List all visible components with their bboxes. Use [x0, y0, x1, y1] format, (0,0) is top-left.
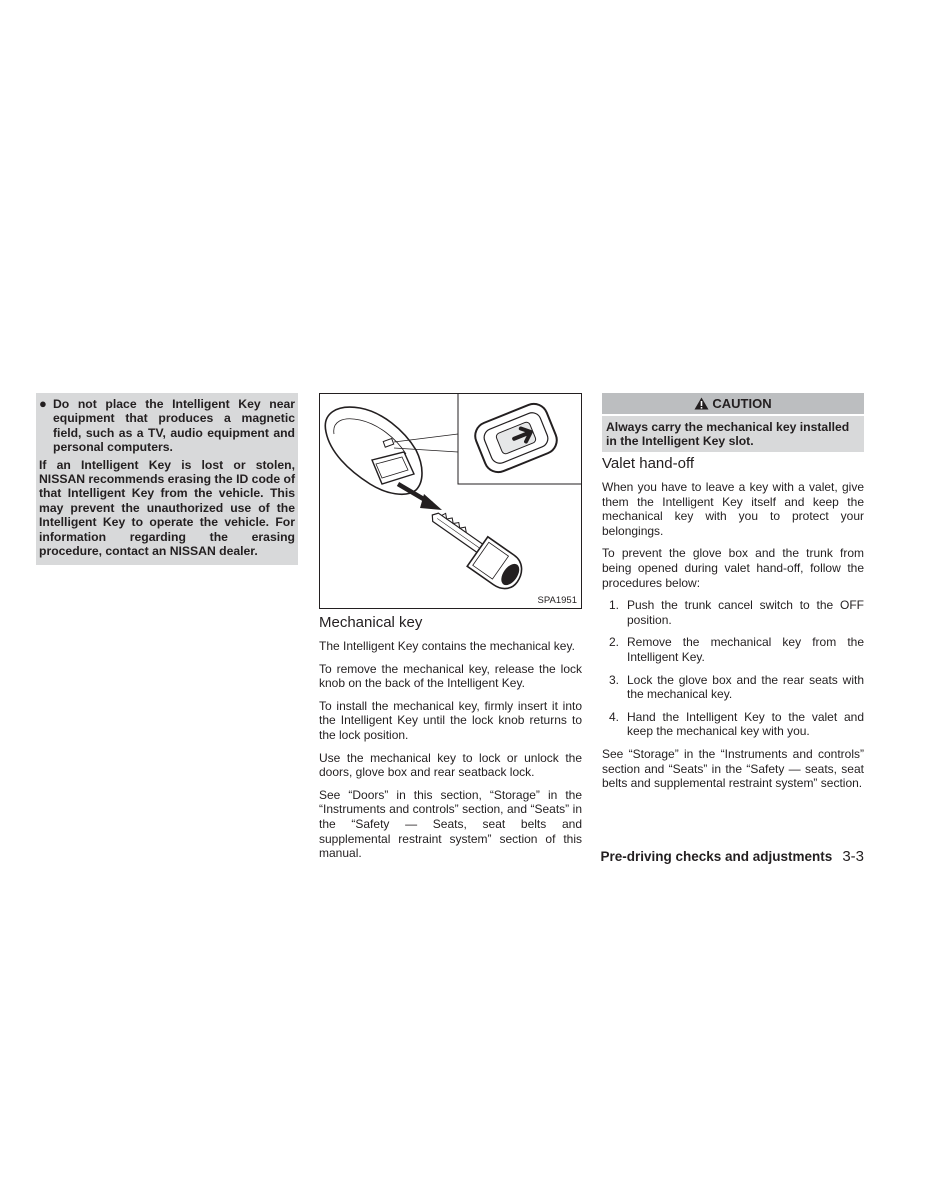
bullet-icon: ●: [39, 396, 47, 411]
step-number: 1.: [609, 598, 620, 613]
removal-arrow-icon: [398, 484, 442, 510]
warning-bullet-text: Do not place the Intelligent Key near equipment that produces a magnetic field, such as a TV, audio equipment and personal computers.: [53, 397, 295, 455]
list-item: [602, 710, 864, 739]
mechanical-key-section: [319, 614, 582, 869]
step-text: Hand the Intelligent Key to the valet and keep the mechanical key with you.: [627, 709, 864, 739]
valet-section: [602, 455, 864, 799]
step-number: 3.: [609, 672, 620, 687]
warning-paragraph: If an Intelligent Key is lost or stolen, NISSAN recommends erasing the ID code of that Intelligent Key from the vehicle. This may prevent the unauthorized use of the Intelligent Key to operate the vehicle. For information regarding the erasing procedure, contact an NISSAN dealer.: [39, 457, 295, 559]
figure-code: SPA1951: [537, 595, 577, 606]
paragraph: The Intelligent Key contains the mechanical key.: [319, 639, 575, 653]
paragraph: When you have to leave a key with a valet, give them the Intelligent Key itself and keep the mechanical key with you to protect your belongings.: [602, 480, 864, 538]
caution-title: CAUTION: [712, 396, 772, 411]
page-number: 3-3: [842, 848, 864, 865]
valet-heading: Valet hand-off: [602, 455, 695, 472]
footer-section-title: Pre-driving checks and adjustments: [600, 849, 833, 864]
step-text: Remove the mechanical key from the Intelligent Key.: [627, 635, 864, 664]
paragraph: To install the mechanical key, firmly insert it into the Intelligent Key until the lock knob returns to the lock position.: [319, 698, 582, 742]
caution-header: [602, 393, 864, 414]
list-item: [602, 635, 864, 664]
mechanical-key-figure: [319, 393, 582, 609]
paragraph: See “Doors” in this section, “Storage” in the “Instruments and controls” section, and “Seats” in the “Safety — Seats, seat belts and supplemental restraint system” section of this manual.: [319, 787, 582, 861]
paragraph: Use the mechanical key to lock or unlock the doors, glove box and rear seatback lock.: [319, 750, 582, 780]
step-text: Push the trunk cancel switch to the OFF position.: [627, 598, 864, 627]
paragraph: To remove the mechanical key, release the lock knob on the back of the Intelligent Key.: [319, 661, 582, 691]
warning-bullet: [39, 397, 295, 455]
valet-steps: [602, 598, 864, 739]
caution-box: [602, 393, 864, 452]
step-text: Lock the glove box and the rear seats with the mechanical key.: [627, 672, 864, 702]
paragraph: See “Storage” in the “Instruments and controls” section and “Seats” in the “Safety — seats, seat belts and supplemental restraint system” section.: [602, 746, 864, 791]
list-item: [602, 598, 864, 627]
mechanical-key-heading: Mechanical key: [319, 614, 423, 631]
step-number: 4.: [609, 709, 620, 724]
step-number: 2.: [609, 635, 620, 650]
key-illustration: [320, 394, 581, 608]
list-item: [602, 673, 864, 702]
paragraph: To prevent the glove box and the trunk from being opened during valet hand-off, follow the procedures below:: [602, 546, 864, 590]
warning-triangle-icon: [694, 397, 709, 410]
page-footer: [560, 848, 864, 866]
warning-box: [36, 393, 298, 565]
caution-text: Always carry the mechanical key installed in the Intelligent Key slot.: [602, 416, 864, 452]
